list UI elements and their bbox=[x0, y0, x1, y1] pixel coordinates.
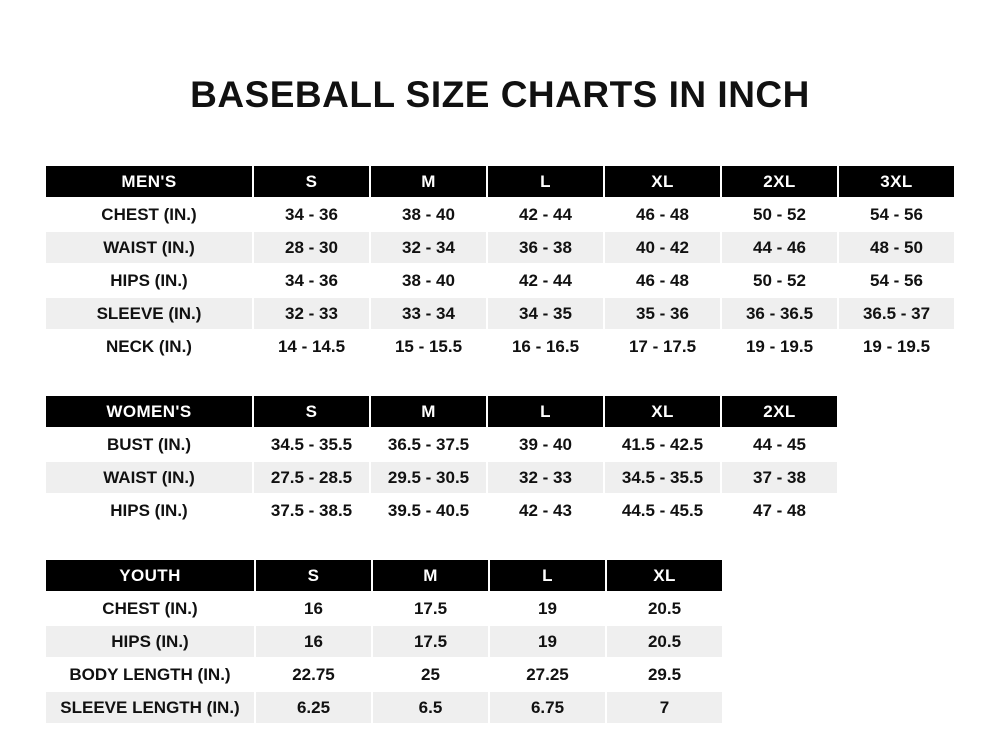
mens-header-xl: XL bbox=[604, 165, 721, 198]
cell: 41.5 - 42.5 bbox=[604, 428, 721, 461]
row-label: BUST (IN.) bbox=[45, 428, 253, 461]
cell: 32 - 33 bbox=[253, 297, 370, 330]
cell: 50 - 52 bbox=[721, 264, 838, 297]
womens-size-table bbox=[44, 394, 839, 528]
womens-header-s: S bbox=[253, 395, 370, 428]
cell: 37.5 - 38.5 bbox=[253, 494, 370, 527]
mens-header-2xl: 2XL bbox=[721, 165, 838, 198]
cell: 44 - 46 bbox=[721, 231, 838, 264]
table-row bbox=[45, 231, 955, 264]
cell: 7 bbox=[606, 691, 723, 724]
cell: 47 - 48 bbox=[721, 494, 838, 527]
cell: 38 - 40 bbox=[370, 198, 487, 231]
cell: 19 - 19.5 bbox=[721, 330, 838, 363]
cell: 20.5 bbox=[606, 625, 723, 658]
cell: 36 - 38 bbox=[487, 231, 604, 264]
cell: 34.5 - 35.5 bbox=[253, 428, 370, 461]
cell: 46 - 48 bbox=[604, 264, 721, 297]
cell: 34 - 36 bbox=[253, 264, 370, 297]
table-row bbox=[45, 625, 723, 658]
cell: 34 - 35 bbox=[487, 297, 604, 330]
table-row bbox=[45, 297, 955, 330]
row-label: BODY LENGTH (IN.) bbox=[45, 658, 255, 691]
table-row bbox=[45, 658, 723, 691]
cell: 36.5 - 37 bbox=[838, 297, 955, 330]
cell: 6.75 bbox=[489, 691, 606, 724]
cell: 32 - 34 bbox=[370, 231, 487, 264]
table-row bbox=[45, 428, 838, 461]
cell: 36.5 - 37.5 bbox=[370, 428, 487, 461]
cell: 54 - 56 bbox=[838, 264, 955, 297]
table-row bbox=[45, 691, 723, 724]
row-label: CHEST (IN.) bbox=[45, 592, 255, 625]
cell: 39.5 - 40.5 bbox=[370, 494, 487, 527]
cell: 16 bbox=[255, 592, 372, 625]
cell: 27.5 - 28.5 bbox=[253, 461, 370, 494]
youth-header-l: L bbox=[489, 559, 606, 592]
cell: 29.5 - 30.5 bbox=[370, 461, 487, 494]
row-label: HIPS (IN.) bbox=[45, 494, 253, 527]
youth-header-s: S bbox=[255, 559, 372, 592]
cell: 34.5 - 35.5 bbox=[604, 461, 721, 494]
table-row bbox=[45, 461, 838, 494]
cell: 14 - 14.5 bbox=[253, 330, 370, 363]
mens-header-s: S bbox=[253, 165, 370, 198]
womens-header-m: M bbox=[370, 395, 487, 428]
womens-header-xl: XL bbox=[604, 395, 721, 428]
youth-header-m: M bbox=[372, 559, 489, 592]
cell: 17.5 bbox=[372, 592, 489, 625]
row-label: HIPS (IN.) bbox=[45, 264, 253, 297]
mens-header-m: M bbox=[370, 165, 487, 198]
cell: 37 - 38 bbox=[721, 461, 838, 494]
cell: 17.5 bbox=[372, 625, 489, 658]
cell: 17 - 17.5 bbox=[604, 330, 721, 363]
cell: 19 bbox=[489, 625, 606, 658]
cell: 34 - 36 bbox=[253, 198, 370, 231]
cell: 22.75 bbox=[255, 658, 372, 691]
page-title: BASEBALL SIZE CHARTS IN INCH bbox=[190, 74, 810, 115]
row-label: WAIST (IN.) bbox=[45, 231, 253, 264]
cell: 16 bbox=[255, 625, 372, 658]
cell: 19 - 19.5 bbox=[838, 330, 955, 363]
cell: 44 - 45 bbox=[721, 428, 838, 461]
mens-header-l: L bbox=[487, 165, 604, 198]
cell: 36 - 36.5 bbox=[721, 297, 838, 330]
cell: 20.5 bbox=[606, 592, 723, 625]
womens-table-header bbox=[45, 395, 838, 428]
cell: 32 - 33 bbox=[487, 461, 604, 494]
table-row bbox=[45, 592, 723, 625]
cell: 19 bbox=[489, 592, 606, 625]
youth-table-header bbox=[45, 559, 723, 592]
mens-table-body bbox=[45, 198, 955, 363]
cell: 25 bbox=[372, 658, 489, 691]
table-spacer bbox=[44, 364, 956, 394]
row-label: WAIST (IN.) bbox=[45, 461, 253, 494]
mens-size-table bbox=[44, 164, 956, 364]
cell: 40 - 42 bbox=[604, 231, 721, 264]
row-label: SLEEVE LENGTH (IN.) bbox=[45, 691, 255, 724]
table-row bbox=[45, 198, 955, 231]
table-header-row bbox=[45, 165, 955, 198]
cell: 42 - 44 bbox=[487, 198, 604, 231]
cell: 27.25 bbox=[489, 658, 606, 691]
cell: 29.5 bbox=[606, 658, 723, 691]
row-label: NECK (IN.) bbox=[45, 330, 253, 363]
tables-container bbox=[0, 164, 1000, 725]
mens-table-header bbox=[45, 165, 955, 198]
cell: 39 - 40 bbox=[487, 428, 604, 461]
womens-header-category: WOMEN'S bbox=[45, 395, 253, 428]
cell: 33 - 34 bbox=[370, 297, 487, 330]
cell: 50 - 52 bbox=[721, 198, 838, 231]
youth-header-category: YOUTH bbox=[45, 559, 255, 592]
row-label: SLEEVE (IN.) bbox=[45, 297, 253, 330]
cell: 46 - 48 bbox=[604, 198, 721, 231]
womens-table-body bbox=[45, 428, 838, 527]
table-spacer bbox=[44, 528, 956, 558]
youth-table-body bbox=[45, 592, 723, 724]
cell: 16 - 16.5 bbox=[487, 330, 604, 363]
mens-header-category: MEN'S bbox=[45, 165, 253, 198]
table-row bbox=[45, 494, 838, 527]
womens-header-l: L bbox=[487, 395, 604, 428]
cell: 6.25 bbox=[255, 691, 372, 724]
youth-size-table bbox=[44, 558, 724, 725]
cell: 48 - 50 bbox=[838, 231, 955, 264]
cell: 42 - 43 bbox=[487, 494, 604, 527]
cell: 15 - 15.5 bbox=[370, 330, 487, 363]
table-row bbox=[45, 264, 955, 297]
cell: 42 - 44 bbox=[487, 264, 604, 297]
cell: 28 - 30 bbox=[253, 231, 370, 264]
mens-header-3xl: 3XL bbox=[838, 165, 955, 198]
table-header-row bbox=[45, 559, 723, 592]
youth-header-xl: XL bbox=[606, 559, 723, 592]
womens-header-2xl: 2XL bbox=[721, 395, 838, 428]
row-label: CHEST (IN.) bbox=[45, 198, 253, 231]
table-row bbox=[45, 330, 955, 363]
cell: 35 - 36 bbox=[604, 297, 721, 330]
table-header-row bbox=[45, 395, 838, 428]
cell: 6.5 bbox=[372, 691, 489, 724]
cell: 54 - 56 bbox=[838, 198, 955, 231]
cell: 44.5 - 45.5 bbox=[604, 494, 721, 527]
row-label: HIPS (IN.) bbox=[45, 625, 255, 658]
cell: 38 - 40 bbox=[370, 264, 487, 297]
